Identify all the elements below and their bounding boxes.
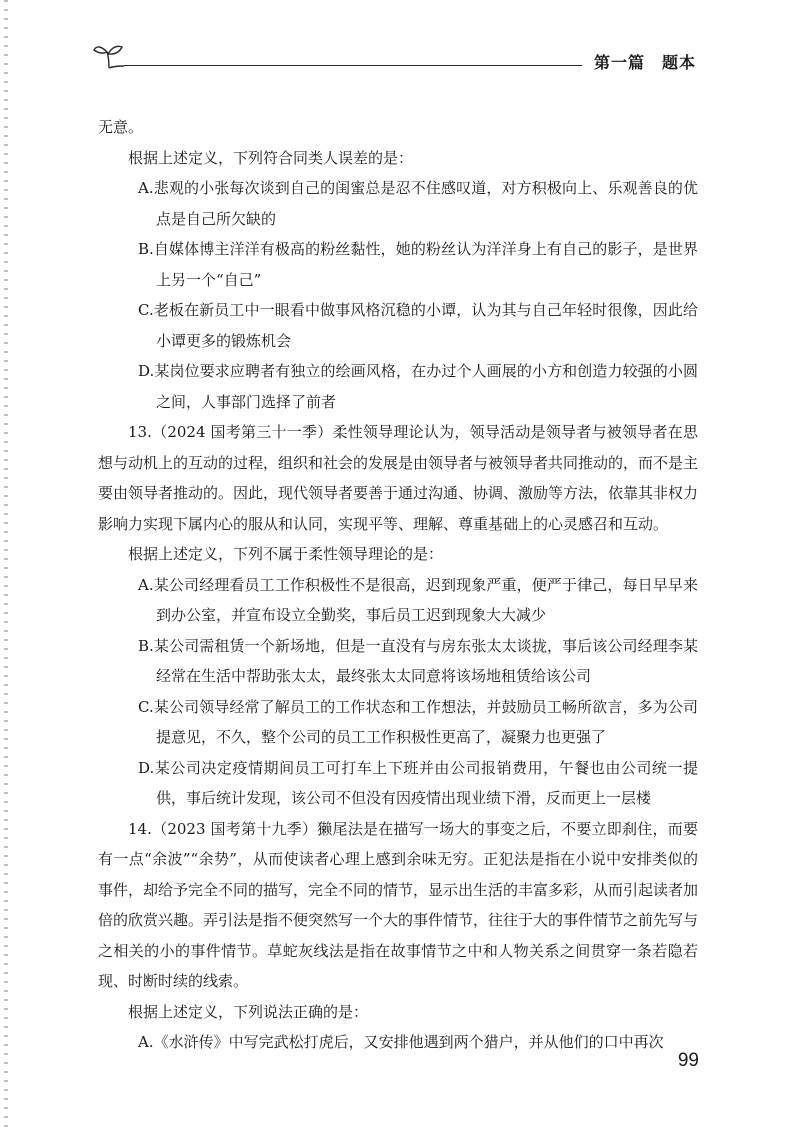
- q14-prompt: 根据上述定义，下列说法正确的是：: [128, 1002, 369, 1021]
- q13-option-b: B.某公司需租赁一个新场地，但是一直没有与房东张太太谈拢，事后该公司经理李某经常在生活中帮助张太太，最终张太太同意将该场地租赁给该公司: [138, 636, 698, 685]
- q14-stem: 14.（2023 国考第十九季）獭尾法是在描写一场大的事变之后，不要立即刹住，而要有一点“余波”“余势”，从而使读者心理上感到余味无穷。正犯法是指在小说中安排类似的事件，却给予完全不同的描写，完全不同的情节，显示出生活的丰富多彩，从而引起读者加倍的欣赏兴趣。弄引法是指不便突然写一个大的事件情节，往往于大的事件情节之前先写与之相关的小的事件情节。草蛇灰线法是指在故事情节之中和人物关系之间贯穿一条若隐若现、时断时续的线索。: [98, 819, 699, 990]
- q13-stem: 13.（2024 国考第三十一季）柔性领导理论认为，领导活动是领导者与被领导者在思想与动机上的互动的过程，组织和社会的发展是由领导者与被领导者共同推动的，而不是主要由领导者推动的。因此，现代领导者要善于通过沟通、协调、激励等方法，依靠其非权力影响力实现下属内心的服从和认同，实现平等、理解、尊重基础上的心灵感召和互动。: [98, 423, 699, 533]
- q12-prompt: 根据上述定义，下列符合同类人误差的是：: [128, 148, 414, 167]
- q12-option-a: A.悲观的小张每次谈到自己的闺蜜总是忍不住感叹道，对方积极向上、乐观善良的优点是自己所欠缺的: [138, 179, 698, 228]
- q14-option-a: A.《水浒传》中写完武松打虎后，又安排他遇到两个猎户，并从他们的口中再次: [138, 1033, 664, 1051]
- q13-option-c: C.某公司领导经常了解员工的工作状态和工作想法，并鼓励员工畅所欲言，多为公司提意见，不久，整个公司的员工工作积极性更高了，凝聚力也更强了: [138, 697, 698, 746]
- chapter-title: 第一篇 题本: [594, 53, 697, 72]
- page-number: 99: [677, 1050, 699, 1071]
- q13-prompt: 根据上述定义，下列不属于柔性领导理论的是：: [128, 545, 444, 563]
- q13-option-d: D.某公司决定疫情期间员工可打车上下班并由公司报销费用，午餐也由公司统一提供，事后统计发现，该公司不但没有因疫情出现业绩下滑，反而更上一层楼: [138, 758, 698, 807]
- q12-option-b: B.自媒体博主洋洋有极高的粉丝黏性，她的粉丝认为洋洋身上有自己的影子，是世界上另一个“自己”: [138, 240, 698, 289]
- q12-option-c: C.老板在新员工中一眼看中做事风格沉稳的小谭，认为其与自己年轻时很像，因此给小谭更多的锻炼机会: [138, 301, 698, 350]
- q12-option-d: D.某岗位要求应聘者有独立的绘画风格，在办过个人画展的小方和创造力较强的小圆之间，人事部门选择了前者: [138, 362, 698, 411]
- page-body: [98, 112, 698, 1058]
- sprout-icon: [92, 40, 126, 72]
- continued-text: 无意。: [98, 118, 144, 136]
- q13-option-a: A.某公司经理看员工工作积极性不是很高，迟到现象严重，便严于律己，每日早早来到办公室，并宣布设立全勤奖，事后员工迟到现象大大减少: [138, 575, 698, 624]
- binding-edge: [4, 0, 8, 1130]
- header-rule: [124, 65, 582, 66]
